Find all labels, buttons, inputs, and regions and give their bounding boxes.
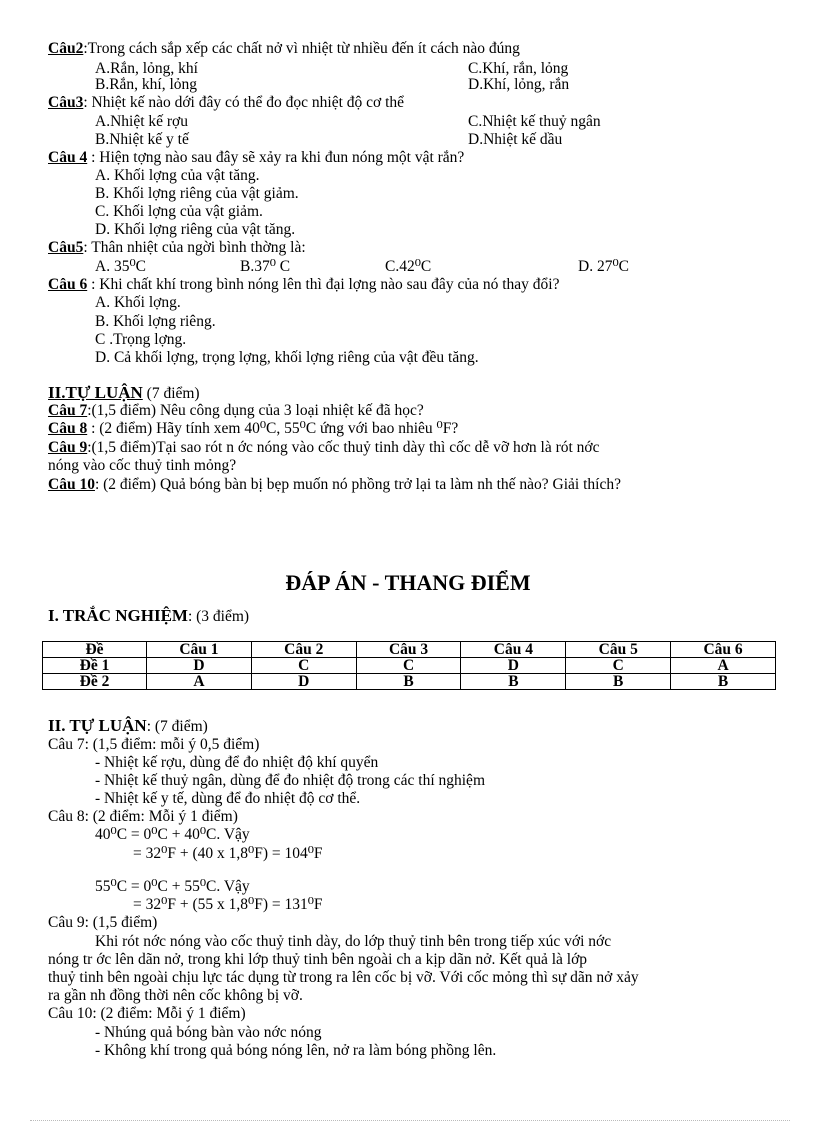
question-text: : Hiện tợng nào sau đây sẽ xảy ra khi đun nóng một vật rắn? <box>87 149 465 166</box>
option: B.Nhiệt kế y tế <box>95 131 189 148</box>
table-cell: C <box>356 658 461 674</box>
answer-line: nóng tr ớc lên dãn nở, trong khi lớp thuỷ tinh bên ngoài ch a kịp dãn nở. Kết quả là lớp <box>48 951 588 968</box>
question-number: Câu5 <box>48 239 84 256</box>
question-10: Câu 10: (2 điểm) Quả bóng bàn bị bẹp muốn nó phồng trở lại ta làm nh thế nào? Giải thích? <box>48 476 621 493</box>
option: D. 27⁰C <box>578 258 629 275</box>
question-4 <box>48 150 464 166</box>
question-7: Câu 7:(1,5 điểm) Nêu công dụng của 3 loại nhiệt kế đã học? <box>48 402 424 419</box>
question-number: Câu 6 <box>48 276 88 293</box>
table-header: Câu 1 <box>147 642 252 658</box>
question-3 <box>48 95 404 111</box>
option: C.Khí, rắn, lỏng <box>468 60 569 77</box>
table-row <box>43 674 776 690</box>
answer-title: ĐÁP ÁN - THANG ĐIỂM <box>285 570 531 595</box>
question-text: : Khi chất khí trong bình nóng lên thì đại lợng nào sau đây của nó thay đổi? <box>87 276 560 293</box>
question-number: Câu3 <box>48 94 84 111</box>
table-header: Câu 6 <box>671 642 776 658</box>
answer-line: - Không khí trong quả bóng nóng lên, nở ra làm bóng phồng lên. <box>95 1042 497 1059</box>
answer-line: - Nhúng quả bóng bàn vào nớc nóng <box>95 1024 322 1041</box>
table-header-row <box>43 642 776 658</box>
option: A.Nhiệt kế rợu <box>95 113 188 130</box>
question-8: Câu 8 : (2 điểm) Hãy tính xem 40⁰C, 55⁰C ứng với bao nhiêu ⁰F? <box>48 420 459 437</box>
answer-line: Câu 9: (1,5 điểm) <box>48 914 158 931</box>
answer-line: Câu 10: (2 điểm: Mỗi ý 1 điểm) <box>48 1005 246 1022</box>
answer-line: thuỷ tinh bên ngoài chịu lực tác dụng từ trong ra lên cốc bị vỡ. Với cốc mỏng thì sự dãn nở xảy <box>48 969 639 986</box>
table-cell: B <box>461 674 566 690</box>
question-number: Câu 4 <box>48 149 88 166</box>
question-number: Câu2 <box>48 40 84 57</box>
question-text: : Thân nhiệt của ngời bình thờng là: <box>83 239 306 256</box>
question-6 <box>48 277 559 293</box>
table-cell: D <box>461 658 566 674</box>
option: B.37⁰ C <box>240 258 291 275</box>
page-edge-divider <box>30 1120 790 1121</box>
table-header: Câu 5 <box>566 642 671 658</box>
table-cell: B <box>356 674 461 690</box>
answer-line: Câu 8: (2 điểm: Mỗi ý 1 điểm) <box>48 808 238 825</box>
answer-line: Câu 7: (1,5 điểm: mỗi ý 0,5 điểm) <box>48 736 260 753</box>
question-text: : Nhiệt kế nào dới đây có thể đo đọc nhiệt độ cơ thể <box>83 94 405 111</box>
answer-line: Khi rót nớc nóng vào cốc thuỷ tinh dày, do lớp thuỷ tinh bên trong tiếp xúc với nớc <box>95 933 612 950</box>
table-cell: A <box>147 674 252 690</box>
answer-line: - Nhiệt kế thuỷ ngân, dùng để đo nhiệt độ trong các thí nghiệm <box>95 772 485 789</box>
table-cell: Đề 1 <box>43 658 147 674</box>
option: C.Nhiệt kế thuỷ ngân <box>468 113 601 130</box>
table-cell: C <box>566 658 671 674</box>
option: D.Khí, lỏng, rắn <box>468 76 570 93</box>
table-cell: B <box>566 674 671 690</box>
option: D. Cả khối lợng, trọng lợng, khối lợng riêng của vật đều tăng. <box>95 349 479 366</box>
table-header: Đề <box>43 642 147 658</box>
table-header: Câu 4 <box>461 642 566 658</box>
option: B. Khối lợng riêng. <box>95 313 216 330</box>
question-2 <box>48 41 520 57</box>
answer-line: ra gần nh đồng thời nên cốc không bị vỡ. <box>48 987 303 1004</box>
answer-line: 55⁰C = 0⁰C + 55⁰C. Vậy <box>95 878 250 895</box>
answer-line: - Nhiệt kế y tế, dùng để đo nhiệt độ cơ thể. <box>95 790 361 807</box>
answer-line: = 32⁰F + (40 x 1,8⁰F) = 104⁰F <box>133 845 323 862</box>
answer-line: = 32⁰F + (55 x 1,8⁰F) = 131⁰F <box>133 896 323 913</box>
answer-line: - Nhiệt kế rợu, dùng để đo nhiệt độ khí quyển <box>95 754 379 771</box>
option: A.Rắn, lỏng, khí <box>95 60 198 77</box>
table-header: Câu 2 <box>251 642 356 658</box>
table-cell: B <box>671 674 776 690</box>
mc-heading: I. TRẮC NGHIỆM: (3 điểm) <box>48 606 250 625</box>
table-cell: Đề 2 <box>43 674 147 690</box>
question-5 <box>48 240 306 256</box>
option: A. 35⁰C <box>95 258 146 275</box>
option: C.42⁰C <box>385 258 432 275</box>
table-cell: D <box>147 658 252 674</box>
option: C .Trọng lợng. <box>95 331 187 348</box>
option: C. Khối lợng của vật giảm. <box>95 203 263 220</box>
answer-line: 40⁰C = 0⁰C + 40⁰C. Vậy <box>95 826 250 843</box>
table-header: Câu 3 <box>356 642 461 658</box>
table-row <box>43 658 776 674</box>
question-text: :Trong cách sắp xếp các chất nở vì nhiệt từ nhiều đến ít cách nào đúng <box>83 40 520 57</box>
table-cell: D <box>251 674 356 690</box>
question-9: Câu 9:(1,5 điểm)Tại sao rót n ớc nóng vào cốc thuỷ tinh dày thì cốc dễ vỡ hơn là rót nớc <box>48 439 600 456</box>
answer-table <box>42 641 776 690</box>
option: B. Khối lợng riêng của vật giảm. <box>95 185 299 202</box>
question-9-cont: nóng vào cốc thuỷ tinh mỏng? <box>48 457 237 474</box>
essay-answer-heading: II. TỰ LUẬN: (7 điểm) <box>48 716 208 735</box>
table-cell: A <box>671 658 776 674</box>
table-cell: C <box>251 658 356 674</box>
option: D.Nhiệt kế dầu <box>468 131 563 148</box>
option: A. Khối lợng của vật tăng. <box>95 167 260 184</box>
option: A. Khối lợng. <box>95 294 181 311</box>
option: B.Rắn, khí, lỏng <box>95 76 198 93</box>
essay-heading: II.TỰ LUẬN (7 điểm) <box>48 383 200 402</box>
option: D. Khối lợng riêng của vật tăng. <box>95 221 296 238</box>
